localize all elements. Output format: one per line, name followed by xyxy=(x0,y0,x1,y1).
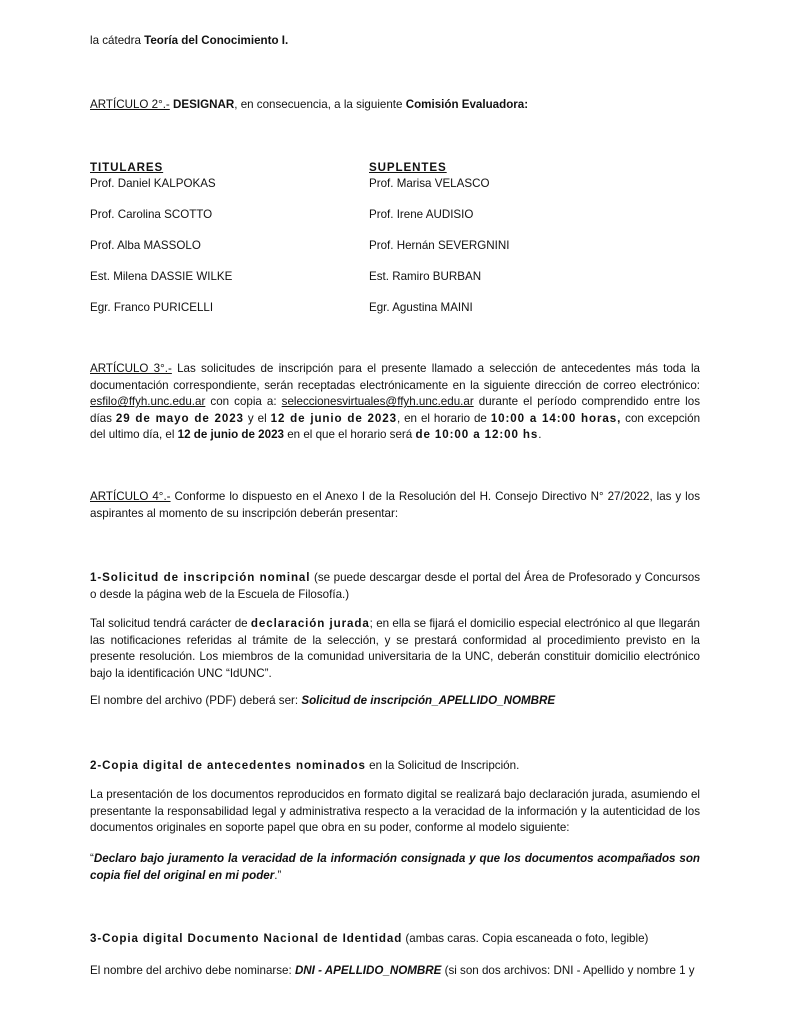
item-2-paragraph xyxy=(90,787,700,837)
quote-mark: .” xyxy=(274,868,282,882)
date-end: 12 de junio de 2023 xyxy=(270,411,397,425)
article-3 xyxy=(90,361,700,444)
item-2-title xyxy=(90,759,519,772)
filename-value: Solicitud de inscripción_APELLIDO_NOMBRE xyxy=(301,694,556,707)
filename-value: DNI - APELLIDO_NOMBRE xyxy=(294,964,442,977)
item-2-quote xyxy=(90,851,700,884)
item-3-filename xyxy=(90,964,695,977)
titular-member: Egr. Franco PURICELLI xyxy=(90,301,214,314)
hours-regular: 10:00 a 14:00 horas, xyxy=(490,411,622,425)
titular-member: Prof. Daniel KALPOKAS xyxy=(90,177,216,190)
titular-member: Est. Milena DASSIE WILKE xyxy=(90,270,233,283)
sworn-declaration: declaración jurada xyxy=(250,617,370,630)
chair-name: Teoría del Conocimiento I. xyxy=(144,34,289,47)
article-4-label: ARTÍCULO 4°.- xyxy=(90,490,171,503)
item-1-heading: 1-Solicitud de inscripción nominal xyxy=(90,571,311,584)
item-1-note: (se puede descargar desde el portal del Área de Profesorado y Concursos o desde la página web de la Escuela de Filosofía.) xyxy=(90,571,701,601)
article-3-text: . xyxy=(538,428,542,442)
item-1-paragraph xyxy=(90,616,700,682)
email-link-esfilo[interactable]: esfilo@ffyh.unc.edu.ar xyxy=(90,395,206,409)
item-3-title xyxy=(90,932,648,945)
date-start: 29 de mayo de 2023 xyxy=(115,411,244,425)
suplente-member: Prof. Hernán SEVERGNINI xyxy=(369,239,510,252)
article-3-label: ARTÍCULO 3°.- xyxy=(90,362,172,375)
item-1-text: ; en ella se fijará el domicilio especial electrónico al que llegarán las notificaciones referidas al trámite de la selección, y se prestará conformidad al procedimiento previsto en la presente resolución. Los miembros de la comunidad universitaria de la UNC, deberán constituir domicilio electrónico bajo la identificación UNC “IdUNC”. xyxy=(90,617,700,680)
item-1-filename xyxy=(90,694,555,707)
article-2-commission: Comisión Evaluadora: xyxy=(405,98,529,111)
article-3-text: y el xyxy=(243,411,271,425)
article-3-text: durante el período comprendido entre los días xyxy=(90,395,701,425)
article-3-text: con copia a: xyxy=(205,395,282,409)
date-last: 12 de junio de 2023 xyxy=(177,428,284,442)
item-3-note: (ambas caras. Copia escaneada o foto, legible) xyxy=(402,932,649,945)
filename-note: (si son dos archivos: DNI - Apellido y nombre 1 y xyxy=(441,964,695,977)
item-1-text: Tal solicitud tendrá carácter de xyxy=(90,617,251,630)
hours-last-day: de 10:00 a 12:00 hs xyxy=(415,428,539,442)
titular-member: Prof. Alba MASSOLO xyxy=(90,239,201,252)
intro-line xyxy=(90,34,288,47)
suplente-member: Egr. Agustina MAINI xyxy=(369,301,473,314)
article-4 xyxy=(90,489,700,522)
item-2-note: en la Solicitud de Inscripción. xyxy=(365,759,520,772)
article-3-text: Las solicitudes de inscripción para el presente llamado a selección de antecedentes más toda la documentación correspondiente, serán receptadas electrónicamente en la siguiente dirección de correo electrónico: xyxy=(90,362,700,392)
email-link-selecciones[interactable]: seleccionesvirtuales@ffyh.unc.edu.ar xyxy=(281,395,474,409)
titulares-header: TITULARES xyxy=(90,161,164,174)
titular-member: Prof. Carolina SCOTTO xyxy=(90,208,213,221)
article-2-label: ARTÍCULO 2°.- xyxy=(90,98,170,111)
filename-label: El nombre del archivo (PDF) deberá ser: xyxy=(90,694,302,707)
suplentes-header: SUPLENTES xyxy=(369,161,447,174)
suplente-member: Prof. Marisa VELASCO xyxy=(369,177,490,190)
article-3-text: en el que el horario será xyxy=(283,428,416,442)
intro-text: la cátedra xyxy=(90,34,145,47)
suplente-member: Prof. Irene AUDISIO xyxy=(369,208,474,221)
article-3-text: con excepción del ultimo día, el xyxy=(90,411,701,442)
quote-mark: “ xyxy=(90,852,94,865)
item-1-title xyxy=(90,570,700,603)
item-2-heading: 2-Copia digital de antecedentes nominados xyxy=(90,759,366,772)
item-2-text: La presentación de los documentos reproducidos en formato digital se realizará bajo declaración jurada, asumiendo el presentante la responsabilidad legal y administrativa respecto a la veracidad de la información y la autenticidad de los documentos originales en soporte papel que obra en su poder, conforme al modelo siguiente: xyxy=(90,788,700,835)
declaration-quote: Declaro bajo juramento la veracidad de la información consignada y que los documentos acompañados son copia fiel del original en mi poder xyxy=(90,852,700,882)
article-2-action: DESIGNAR xyxy=(173,98,235,111)
article-2-text: , en consecuencia, a la siguiente xyxy=(234,98,406,111)
article-3-text: , en el horario de xyxy=(396,411,491,425)
article-4-text: Conforme lo dispuesto en el Anexo I de la Resolución del H. Consejo Directivo N° 27/2022, las y los aspirantes al momento de su inscripción deberán presentar: xyxy=(90,490,700,520)
item-3-heading: 3-Copia digital Documento Nacional de Identidad xyxy=(90,932,403,945)
suplente-member: Est. Ramiro BURBAN xyxy=(369,270,482,283)
article-2 xyxy=(90,98,528,111)
filename-label: El nombre del archivo debe nominarse: xyxy=(90,964,295,977)
